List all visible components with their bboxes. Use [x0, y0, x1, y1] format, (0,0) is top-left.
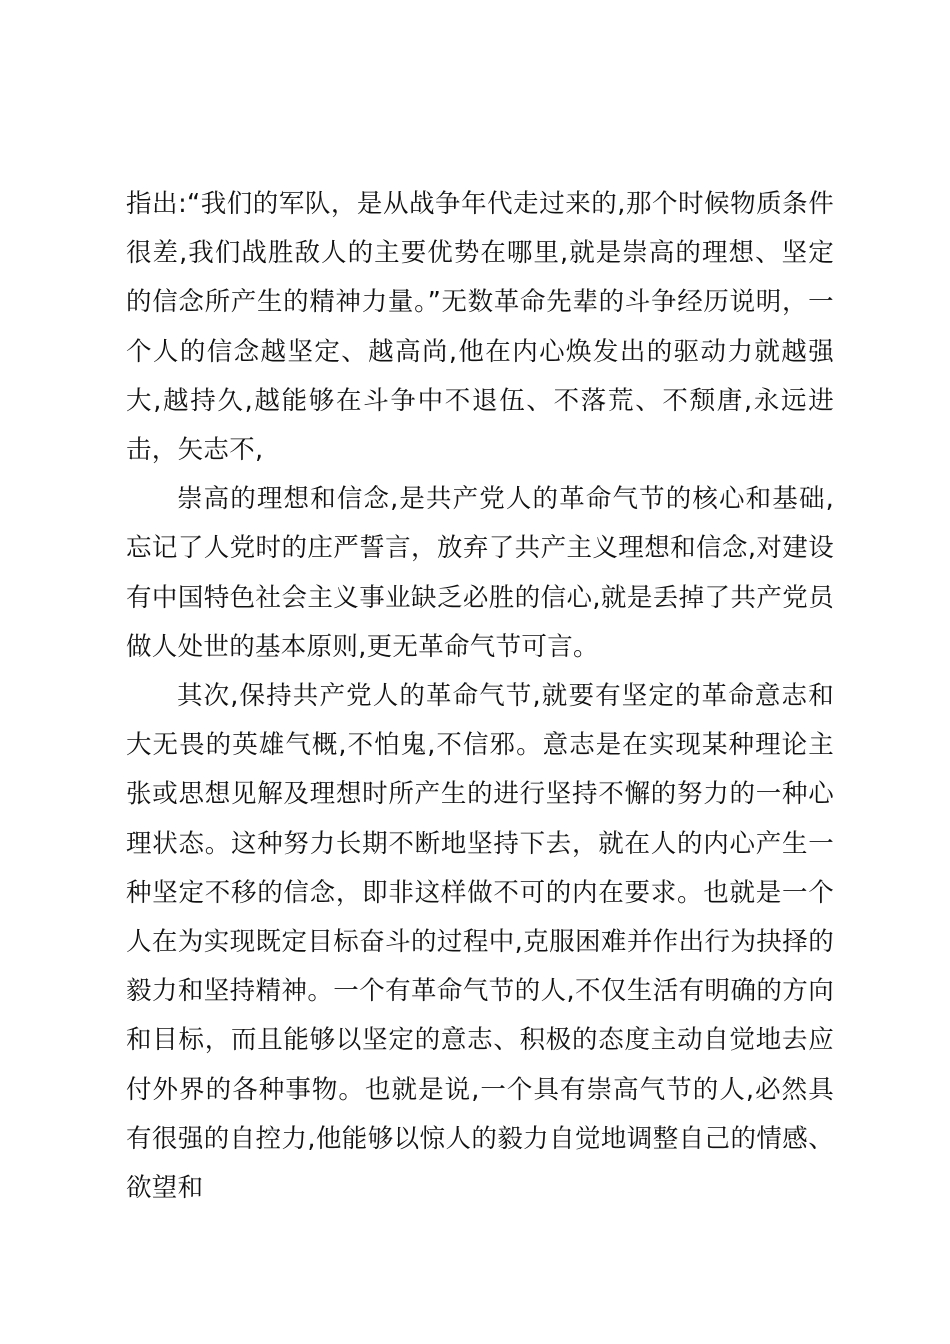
paragraph-2: 崇高的理想和信念,是共产党人的革命气节的核心和基础,忘记了人党时的庄严誓言，放弃了共产主义理想和信念,对建设有中国特色社会主义事业缺乏必胜的信心,就是丢掉了共产党员做人处世的基本原则,更无革命气节可言。 [126, 484, 834, 662]
paragraph-1: 指出:“我们的军队，是从战争年代走过来的,那个时候物质条件很差,我们战胜敌人的主要优势在哪里,就是崇高的理想、坚定的信念所产生的精神力量。”无数革命先辈的斗争经历说明，一个人的信念越坚定、越高尚,他在内心焕发出的驱动力就越强大,越持久,越能够在斗争中不退伍、不落荒、不颓唐,永远进击，矢志不, [126, 189, 834, 466]
paragraph-3: 其次,保持共产党人的革命气节,就要有坚定的革命意志和大无畏的英雄气概,不怕鬼,不信邪。意志是在实现某种理论主张或思想见解及理想时所产生的进行坚持不懈的努力的一种心理状态。这种努力长期不断地坚持下去，就在人的内心产生一种坚定不移的信念，即非这样做不可的内在要求。也就是一个人在为实现既定目标奋斗的过程中,克服困难并作出行为抉择的毅力和坚持精神。一个有革命气节的人,不仅生活有明确的方向和目标，而且能够以坚定的意志、积极的态度主动自觉地去应付外界的各种事物。也就是说,一个具有崇高气节的人,必然具有很强的自控力,他能够以惊人的毅力自觉地调整自己的情感、欲望和 [126, 681, 834, 1204]
document-body [126, 180, 834, 1213]
